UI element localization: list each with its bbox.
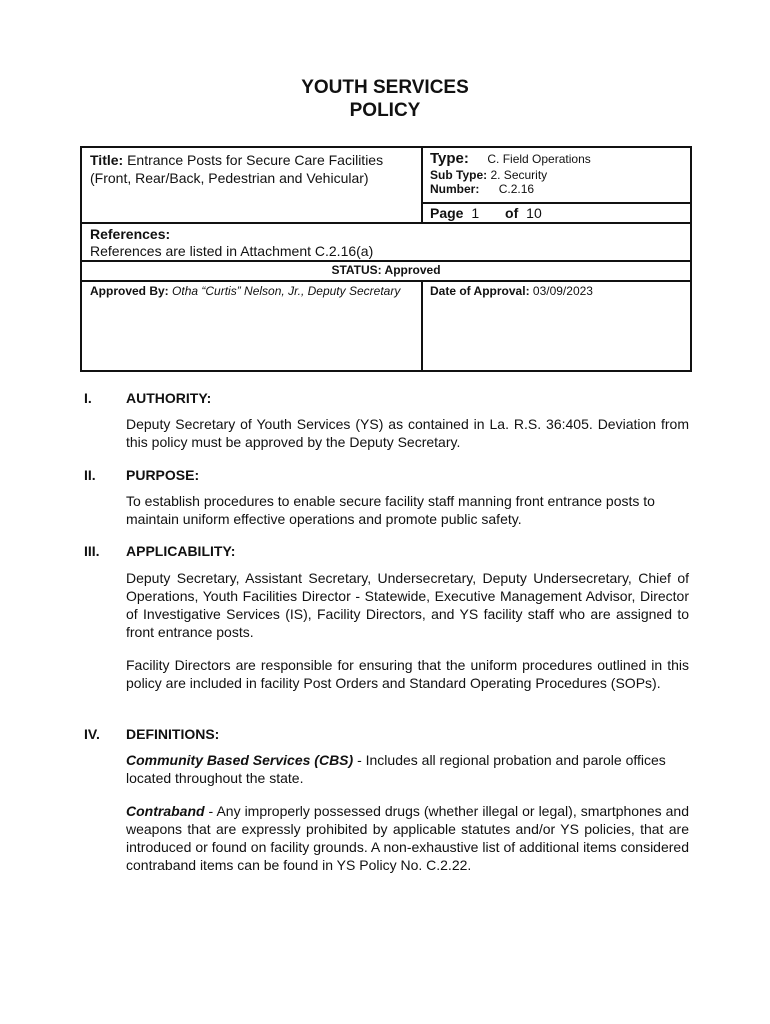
policy-title [90, 151, 383, 187]
approval-date [430, 284, 593, 298]
page-number: 1 [471, 205, 480, 221]
applicability-directors-text: Facility Directors are responsible for ensuring that the uniform procedures outlined in this policy are included in facility Post Orders and Standard Operating Procedures (SOPs). [126, 657, 689, 691]
definition-term: Community Based Services (CBS) [126, 752, 354, 768]
subtype-value: 2. Security [490, 168, 548, 182]
status-text: STATUS: Approved [331, 263, 441, 277]
section-number: III. [84, 543, 100, 559]
section-number: I. [84, 390, 92, 406]
type-label: Type: [430, 150, 469, 167]
type-value: C. Field Operations [487, 152, 591, 166]
approved-by-label: Approved By: [90, 284, 169, 298]
section-number: IV. [84, 726, 100, 742]
of-label: of [505, 205, 519, 221]
approved-by-value: Otha “Curtis” Nelson, Jr., Deputy Secretary [172, 284, 401, 298]
page-label: Page [430, 205, 464, 221]
section-heading-applicability: APPLICABILITY: [126, 543, 236, 559]
table-divider [421, 148, 423, 224]
authority-text: Deputy Secretary of Youth Services (YS) as contained in La. R.S. 36:405. Deviation from this policy must be approved by the Deputy Secretary. [126, 416, 689, 450]
number-label: Number: [430, 182, 480, 196]
table-divider [82, 280, 690, 282]
policy-type [430, 150, 591, 168]
section-heading-purpose: PURPOSE: [126, 467, 200, 483]
definition-term: Contraband [126, 803, 205, 819]
subtype-label: Sub Type: [430, 168, 488, 182]
policy-info-table [80, 146, 692, 372]
definition-cbs [126, 751, 689, 787]
page-total: 10 [526, 205, 542, 221]
applicability-text: Deputy Secretary, Assistant Secretary, Undersecretary, Deputy Undersecretary, Chief of Operations, Youth Facilities Director - Statewide, Executive Management Advisor, Director of Investigative Services (IS), Facility Directors, and YS facility staff who are assigned to front entrance posts. [126, 570, 689, 640]
references-label: References: [90, 226, 171, 242]
table-divider [82, 260, 690, 262]
section-heading-definitions: DEFINITIONS: [126, 726, 220, 742]
status-row [82, 263, 690, 277]
definition-text: - Any improperly possessed drugs (whether illegal or legal), smartphones and weapons that are expressly prohibited by applicable statutes and/or YS policies, that are introduced or found on facility grounds. A non-exhaustive list of additional items considered contraband items can be found in YS Policy No. C.2.22. [126, 803, 689, 873]
policy-title-value-line2: (Front, Rear/Back, Pedestrian and Vehicular) [90, 170, 369, 186]
table-divider [82, 222, 690, 224]
policy-title-value: Entrance Posts for Secure Care Facilities [127, 152, 384, 168]
document-title-line2: POLICY [349, 100, 421, 121]
references [90, 226, 373, 260]
table-divider [421, 202, 692, 204]
section-heading-authority: AUTHORITY: [126, 390, 212, 406]
table-divider [421, 280, 423, 372]
definition-contraband [126, 802, 689, 874]
policy-subtype [430, 168, 547, 182]
definition-text: - Includes all regional probation and parole offices located throughout the state. [126, 752, 666, 786]
approval-date-label: Date of Approval: [430, 284, 530, 298]
section-number: II. [84, 467, 96, 483]
approved-by [90, 284, 400, 298]
page-count [430, 205, 542, 221]
number-value: C.2.16 [498, 182, 535, 196]
document-title-line1: YOUTH SERVICES [301, 77, 469, 98]
policy-number [430, 182, 534, 196]
purpose-text: To establish procedures to enable secure facility staff manning front entrance posts to maintain uniform effective operations and promote public safety. [126, 493, 655, 527]
document-title [0, 76, 770, 122]
approval-date-value: 03/09/2023 [532, 284, 593, 298]
references-value: References are listed in Attachment C.2.16(a) [90, 243, 374, 259]
policy-title-label: Title: [90, 152, 124, 168]
